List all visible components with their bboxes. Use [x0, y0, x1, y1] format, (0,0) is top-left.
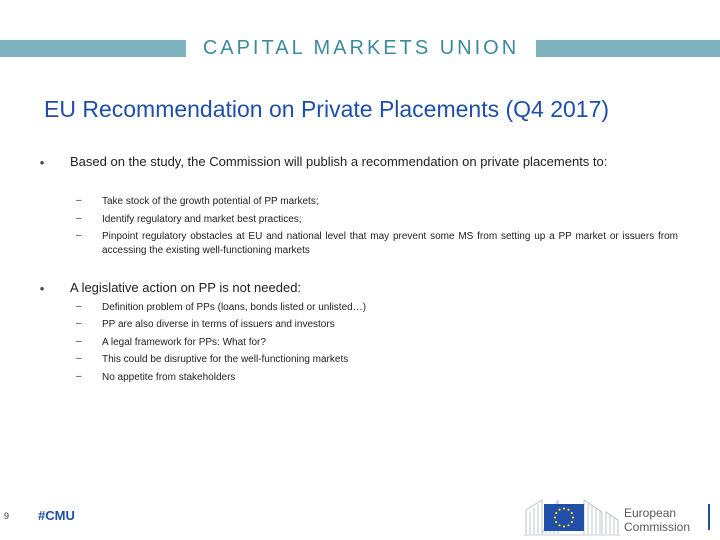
logo-text-line1: European [624, 506, 677, 520]
dash-marker: – [76, 371, 82, 382]
sub-item: PP are also diverse in terms of issuers and investors [102, 319, 335, 330]
dash-marker: – [76, 213, 82, 224]
dash-marker: – [76, 195, 82, 206]
dash-marker: – [76, 353, 82, 364]
sub-item: Pinpoint regulatory obstacles at EU and national level that may prevent some MS from setting up a PP market or issuers from accessing the existing well-functioning markets [102, 231, 678, 256]
bullet-text: Based on the study, the Commission will publish a recommendation on private placements to: [70, 154, 608, 169]
sub-item: Identify regulatory and market best practices; [102, 214, 302, 225]
sub-item: Take stock of the growth potential of PP markets; [102, 196, 319, 207]
sub-item: A legal framework for PPs: What for? [102, 337, 266, 348]
dash-marker: – [76, 301, 82, 312]
sub-item: Definition problem of PPs (loans, bonds listed or unlisted…) [102, 302, 367, 313]
page-number: 9 [4, 511, 10, 521]
header-title: CAPITAL MARKETS UNION [202, 37, 520, 59]
dash-marker: – [76, 230, 82, 241]
european-commission-logo [522, 490, 720, 540]
bullet-marker: • [39, 281, 45, 296]
logo-text-line2: Commission [624, 520, 691, 534]
dash-marker: – [76, 318, 82, 329]
header-bar-right [536, 40, 720, 57]
dash-marker: – [76, 336, 82, 347]
bullet-marker: • [39, 155, 45, 170]
sub-item: No appetite from stakeholders [102, 372, 236, 383]
hashtag-label: #CMU [38, 508, 75, 523]
header-bar-left [0, 40, 186, 57]
slide-title: EU Recommendation on Private Placements (Q4 2017) [44, 96, 610, 122]
bullet-text: A legislative action on PP is not needed: [70, 280, 302, 295]
sub-item: This could be disruptive for the well-functioning markets [102, 354, 349, 365]
